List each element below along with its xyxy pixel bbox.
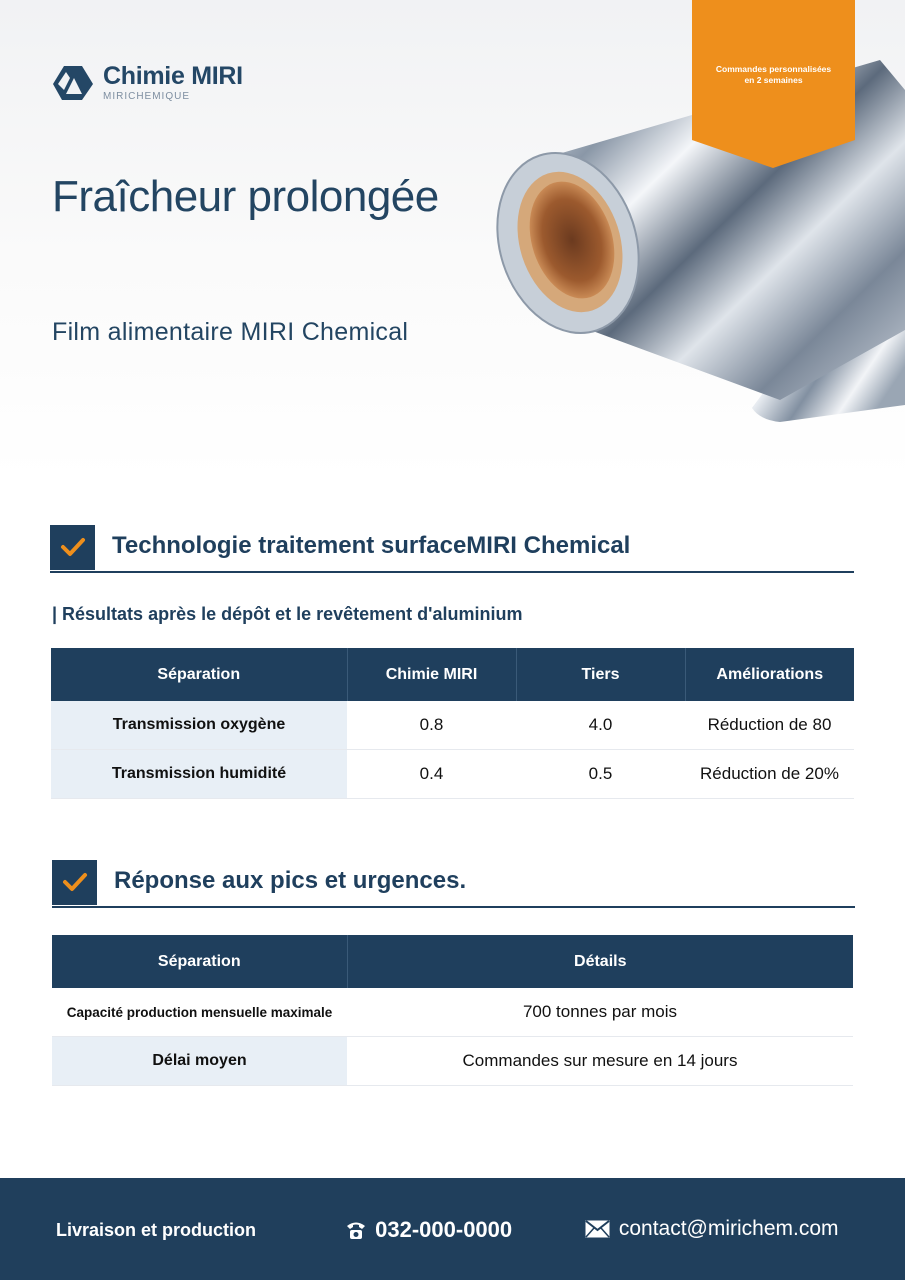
table-row [51, 701, 854, 750]
page-title: Fraîcheur prolongée [52, 172, 439, 221]
brand-logo [52, 62, 262, 104]
brand-name: Chimie MIRI [103, 62, 243, 90]
row-label: Transmission oxygène [51, 701, 347, 750]
section-header-technology [50, 525, 854, 573]
column-header: Tiers [516, 648, 685, 701]
table-row [51, 750, 854, 799]
brand-subname: MIRICHEMIQUE [103, 91, 190, 102]
footer-bar [0, 1178, 905, 1280]
table-cell: Commandes sur mesure en 14 jours [347, 1037, 853, 1086]
section-title-technology: Technologie traitement surfaceMIRI Chemical [112, 532, 631, 559]
column-header: Séparation [52, 935, 347, 988]
logo-mark-icon [52, 64, 94, 102]
section-check-box [52, 860, 97, 905]
row-label: Délai moyen [52, 1037, 347, 1086]
section-check-box [50, 525, 95, 570]
table-cell: 700 tonnes par mois [347, 988, 853, 1037]
footer-email[interactable] [585, 1217, 839, 1244]
capacity-table [52, 935, 853, 1086]
section-title-response: Réponse aux pics et urgences. [114, 867, 467, 894]
results-caption: | Résultats après le dépôt et le revêtement d'aluminium [52, 604, 523, 624]
email-address: contact@mirichem.com [618, 1217, 839, 1240]
table-cell: 0.4 [347, 750, 516, 799]
phone-icon [345, 1220, 369, 1246]
row-label: Transmission humidité [51, 750, 347, 799]
barrier-results-table [51, 648, 854, 799]
table-header-row [52, 935, 853, 988]
table-cell: 0.8 [347, 701, 516, 750]
table-row [52, 988, 853, 1037]
ribbon-line2: en 2 semaines [744, 75, 803, 85]
table-header-row [51, 648, 854, 701]
row-label: Capacité production mensuelle maximale [52, 988, 347, 1037]
checkmark-icon [60, 536, 86, 558]
column-header: Séparation [51, 648, 347, 701]
column-header: Détails [347, 935, 853, 988]
table-row [52, 1037, 853, 1086]
section-header-response [52, 860, 855, 908]
promo-ribbon-badge [692, 0, 855, 168]
table-cell: Réduction de 80 [685, 701, 854, 750]
table-cell: 0.5 [516, 750, 685, 799]
page-subtitle: Film alimentaire MIRI Chemical [52, 318, 409, 346]
ribbon-line1: Commandes personnalisées [715, 64, 832, 74]
column-header: Chimie MIRI [347, 648, 516, 701]
footer-label: Livraison et production [56, 1220, 257, 1240]
table-cell: 4.0 [516, 701, 685, 750]
phone-number: 032-000-0000 [375, 1217, 513, 1242]
column-header: Améliorations [685, 648, 854, 701]
envelope-icon [585, 1220, 613, 1244]
footer-phone[interactable] [345, 1217, 512, 1246]
checkmark-icon [62, 871, 88, 893]
table-cell: Réduction de 20% [685, 750, 854, 799]
